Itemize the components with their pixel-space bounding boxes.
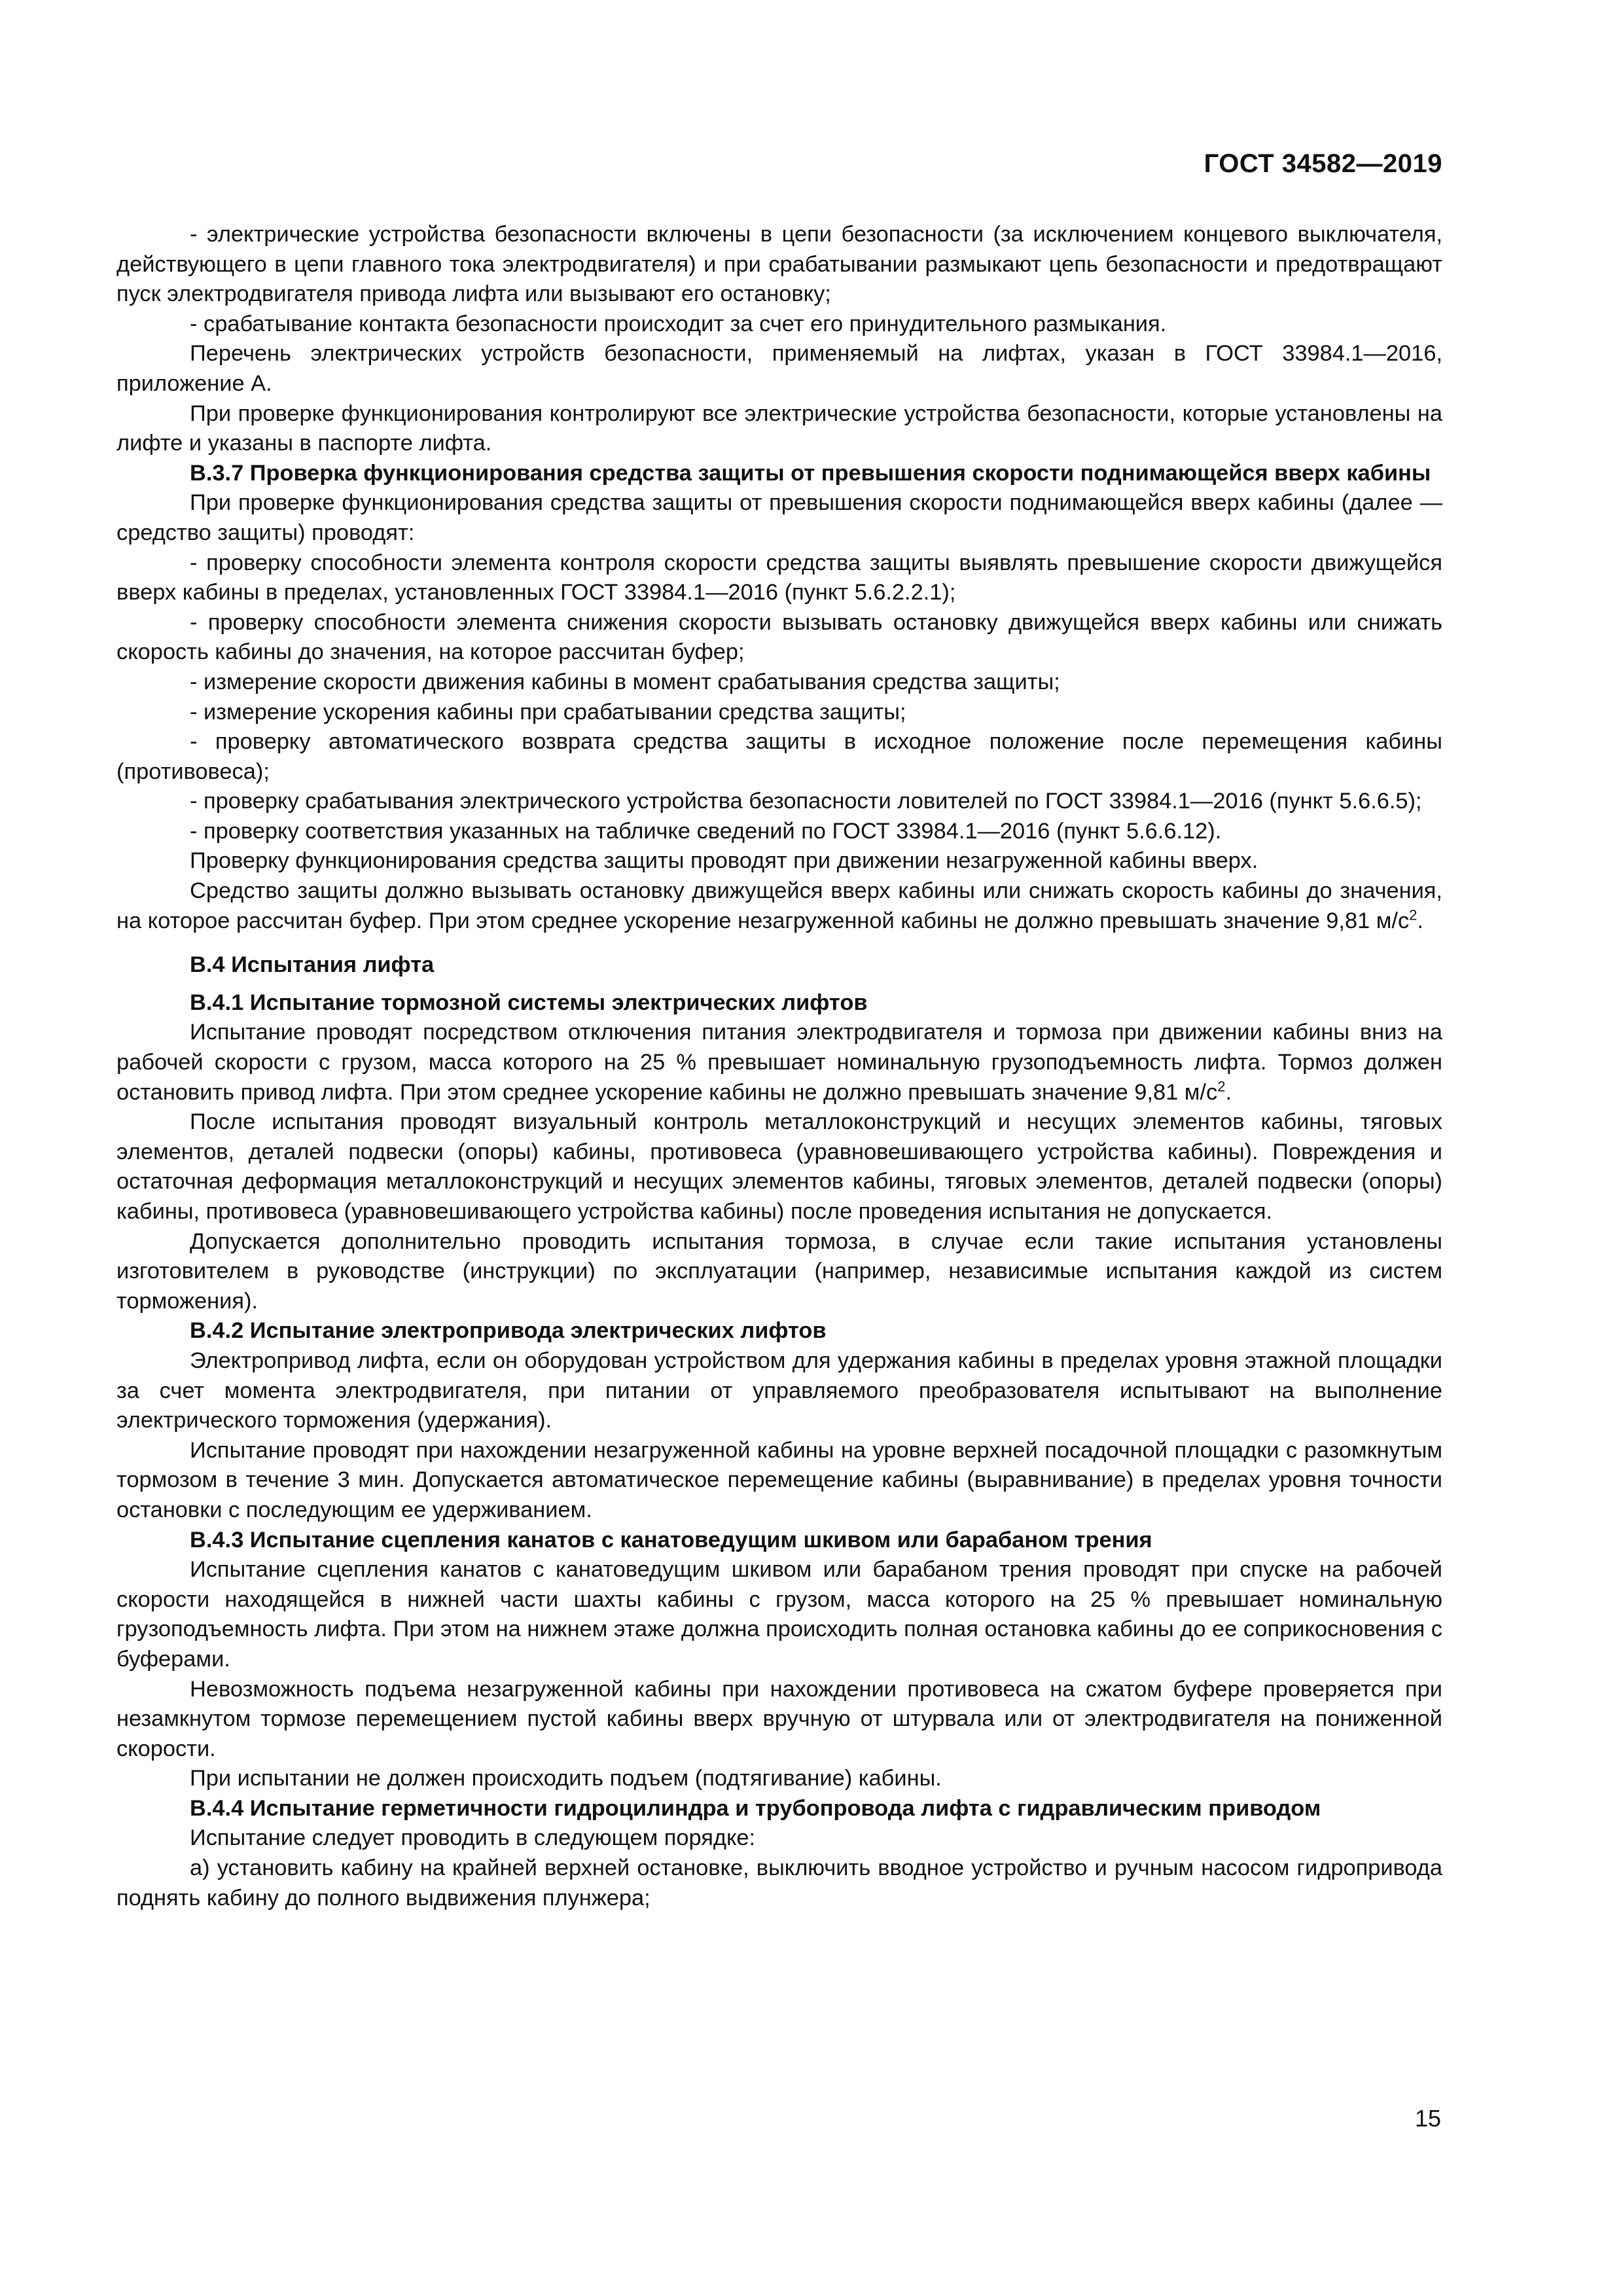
body-paragraph: После испытания проводят визуальный контроль металлоконструкций и несущих элементов кабины, тяговых элементов, деталей подвески (опоры) кабины, противовеса (уравновешивающего устройства кабины). Повреждения и остаточная деформация металлоконструкций и несущих элементов кабины, тяговых элементов, деталей подвески (опоры) кабины, противовеса (уравновешивающего устройства кабины) после проведения испытания не допускается. <box>116 1109 1442 1224</box>
list-item: - измерение ускорения кабины при срабатывании средства защиты; <box>190 699 906 725</box>
body-paragraph: Электропривод лифта, если он оборудован устройством для удержания кабины в пределах уровня этажной площадки за счет момента электродвигателя, при питании от управляемого преобразователя испытывают на выполнение электрического торможения (удержания). <box>116 1348 1442 1433</box>
list-item: - измерение скорости движения кабины в момент срабатывания средства защиты; <box>190 669 1060 694</box>
section-heading-b-4-1: В.4.1 Испытание тормозной системы электрических лифтов <box>190 990 868 1015</box>
list-item: - проверку способности элемента контроля скорости средства защиты выявлять превышение скорости движущейся вверх кабины в пределах, установленных ГОСТ 33984.1—2016 (пункт 5.6.2.2.1); <box>116 550 1442 605</box>
paragraph-text: Испытание проводят посредством отключения питания электродвигателя и тормоза при движении кабины вниз на рабочей скорости с грузом, масса которого на 25 % превышает номинальную грузоподъемность лифта. Тормоз должен остановить привод лифта. При этом среднее ускорение кабины не должно превышать значение 9,81 м/с <box>116 1020 1442 1105</box>
list-item: - проверку срабатывания электрического устройства безопасности ловителей по ГОСТ 33984.1—2016 (пункт 5.6.6.5); <box>190 789 1422 814</box>
list-item: - проверку способности элемента снижения скорости вызывать остановку движущейся вверх кабины или снижать скорость кабины до значения, на которое рассчитан буфер; <box>116 609 1442 665</box>
body-paragraph: При проверке функционирования средства защиты от превышения скорости поднимающейся вверх кабины (далее — средство защиты) проводят: <box>116 490 1442 545</box>
body-paragraph: - срабатывание контакта безопасности происходит за счет его принудительного размыкания. <box>190 311 1167 336</box>
body-paragraph: Испытание сцепления канатов с канатоведущим шкивом или барабаном трения проводят при спуске на рабочей скорости находящейся в нижней части шахты кабины с грузом, масса которого на 25 % превышает номинальную грузоподъемность лифта. При этом на нижнем этаже должна происходить полная остановка кабины до ее соприкосновения с буферами. <box>116 1557 1442 1672</box>
body-paragraph: Испытание следует проводить в следующем порядке: <box>190 1825 756 1851</box>
page-number: 15 <box>1414 2105 1441 2132</box>
section-heading-b-4: В.4 Испытания лифта <box>190 952 435 978</box>
document-id-header: ГОСТ 34582—2019 <box>1204 149 1442 178</box>
list-item: - проверку соответствия указанных на табличке сведений по ГОСТ 33984.1—2016 (пункт 5.6.6.12). <box>190 818 1222 844</box>
body-paragraph: - электрические устройства безопасности включены в цепи безопасности (за исключением концевого выключателя, действующего в цепи главного тока электродвигателя) и при срабатывании размыкают цепь безопасности и предотвращают пуск электродвигателя привода лифта или вызывают его остановку; <box>116 222 1442 307</box>
body-paragraph: Допускается дополнительно проводить испытания тормоза, в случае если такие испытания установлены изготовителем в руководстве (инструкции) по эксплуатации (например, независимые испытания каждой из систем торможения). <box>116 1229 1442 1314</box>
body-paragraph: Испытание проводят при нахождении незагруженной кабины на уровне верхней посадочной площадки с разомкнутым тормозом в течение 3 мин. Допускается автоматическое перемещение кабины (выравнивание) в пределах уровня точности остановки с последующим ее удерживанием. <box>116 1437 1442 1522</box>
paragraph-text: Средство защиты должно вызывать остановку движущейся вверх кабины или снижать скорость кабины до значения, на которое рассчитан буфер. При этом среднее ускорение незагруженной кабины не должно превышать значение 9,81 м/с <box>116 878 1442 933</box>
section-heading-b-4-2: В.4.2 Испытание электропривода электрических лифтов <box>190 1318 827 1344</box>
body-paragraph: Проверку функционирования средства защиты проводят при движении незагруженной кабины вверх. <box>190 848 1258 874</box>
body-paragraph: Перечень электрических устройств безопасности, применяемый на лифтах, указан в ГОСТ 33984.1—2016, приложение А. <box>116 341 1442 396</box>
body-paragraph: При испытании не должен происходить подъем (подтягивание) кабины. <box>190 1766 942 1791</box>
body-paragraph: Невозможность подъема незагруженной кабины при нахождении противовеса на сжатом буфере проверяется при незамкнутом тормозе перемещением пустой кабины вверх вручную от штурвала или от электродвигателя на пониженной скорости. <box>116 1676 1442 1761</box>
superscript: 2 <box>1409 906 1418 924</box>
body-paragraph-with-superscript: Средство защиты должно вызывать остановку движущейся вверх кабины или снижать скорость кабины до значения, на которое рассчитан буфер. При этом среднее ускорение незагруженной кабины не должно превышать значение 9,81 $м/с^2$. <box>116 878 1442 933</box>
section-heading-b-4-4: В.4.4 Испытание герметичности гидроцилиндра и трубопровода лифта с гидравлическим приводом <box>190 1795 1321 1821</box>
document-body <box>116 220 1442 1913</box>
body-paragraph: При проверке функционирования контролируют все электрические устройства безопасности, которые установлены на лифте и указаны в паспорте лифта. <box>116 401 1442 456</box>
body-paragraph-with-superscript: Испытание проводят посредством отключения питания электродвигателя и тормоза при движении кабины вниз на рабочей скорости с грузом, масса которого на 25 % превышает номинальную грузоподъемность лифта. Тормоз должен остановить привод лифта. При этом среднее ускорение кабины не должно превышать значение 9,81 $м/с^2$. <box>116 1020 1442 1105</box>
superscript: 2 <box>1217 1078 1226 1095</box>
section-heading-b-3-7: В.3.7 Проверка функционирования средства защиты от превышения скорости поднимающейся вверх кабины <box>190 460 1431 486</box>
list-item: - проверку автоматического возврата средства защиты в исходное положение после перемещения кабины (противовеса); <box>116 729 1442 784</box>
list-item: а) установить кабину на крайней верхней остановке, выключить вводное устройство и ручным насосом гидропривода поднять кабину до полного выдвижения плунжера; <box>116 1856 1442 1910</box>
section-heading-b-4-3: В.4.3 Испытание сцепления канатов с канатоведущим шкивом или барабаном трения <box>190 1527 1152 1552</box>
